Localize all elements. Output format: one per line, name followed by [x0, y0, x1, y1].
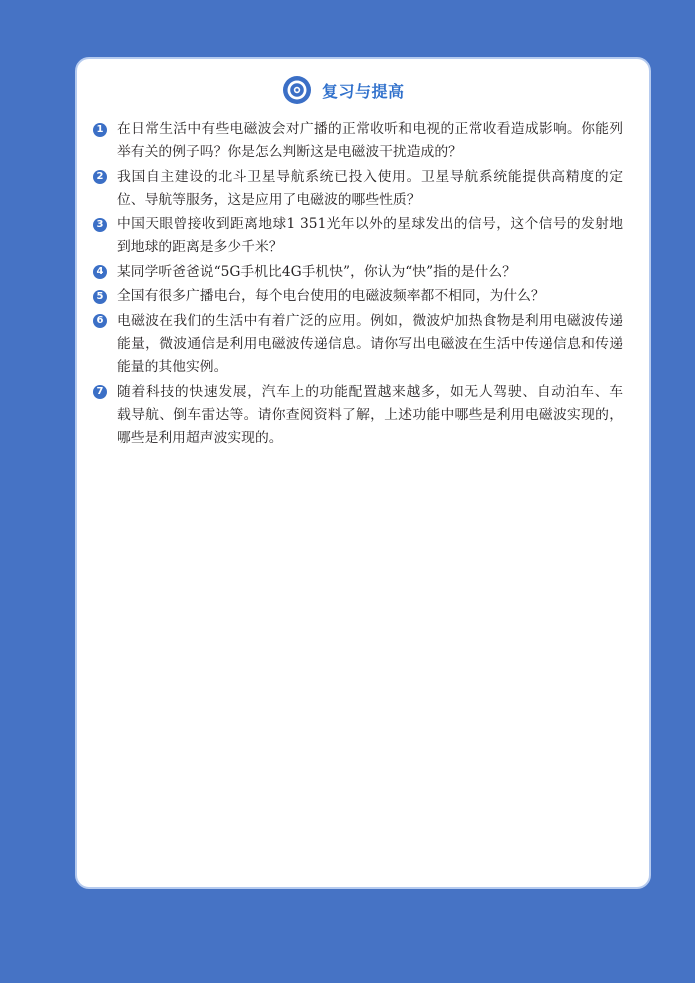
question-line: 电磁波在我们的生活中有着广泛的应用。例如，微波炉加热食物是利用电磁波传递 — [117, 312, 623, 329]
question-line: 我国自主建设的北斗卫星导航系统已投入使用。卫星导航系统能提供高精度的定 — [117, 168, 623, 185]
question-line: 能量，微波通信是利用电磁波传递信息。请你写出电磁波在生活中传递信息和传递 — [117, 335, 623, 352]
question-line: 全国有很多广播电台，每个电台使用的电磁波频率都不相同，为什么？ — [117, 288, 545, 305]
question-line: 随着科技的快速发展，汽车上的功能配置越来越多，如无人驾驶、自动泊车、车 — [117, 383, 623, 400]
section-title: 复习与提高 — [322, 82, 405, 101]
question-line: 哪些是利用超声波实现的。 — [117, 429, 283, 446]
question-number-badge: 7 — [93, 385, 107, 399]
question-line: 到地球的距离是多少千米？ — [117, 239, 283, 256]
question-line: 在日常生活中有些电磁波会对广播的正常收听和电视的正常收看造成影响。你能列 — [117, 121, 623, 137]
question-number-badge: 2 — [93, 170, 107, 184]
question-number-badge: 4 — [93, 265, 107, 279]
question-line: 能量的其他实例。 — [117, 358, 228, 375]
question-item-6 — [92, 310, 632, 379]
review-target-icon — [283, 76, 311, 104]
question-item-2 — [92, 166, 632, 212]
question-line: 某同学听爸爸说“5G手机比4G手机快”，你认为“快”指的是什么？ — [117, 263, 516, 280]
question-item-5 — [92, 285, 632, 308]
question-line: 载导航、倒车雷达等。请你查阅资料了解，上述功能中哪些是利用电磁波实现的， — [117, 406, 623, 423]
question-item-3 — [92, 213, 632, 259]
question-item-4 — [92, 261, 632, 284]
question-list — [92, 118, 632, 451]
question-number-badge: 3 — [93, 218, 107, 232]
question-line: 举有关的例子吗？你是怎么判断这是电磁波干扰造成的？ — [117, 144, 462, 160]
question-line: 中国天眼曾接收到距离地球1 351光年以外的星球发出的信号，这个信号的发射地 — [117, 216, 623, 233]
question-line: 位、导航等服务，这是应用了电磁波的哪些性质？ — [117, 191, 421, 208]
question-item-1 — [92, 118, 632, 164]
question-number-badge: 6 — [93, 314, 107, 328]
question-number-badge: 1 — [93, 123, 107, 137]
question-item-7 — [92, 381, 632, 450]
question-number-badge: 5 — [93, 290, 107, 304]
